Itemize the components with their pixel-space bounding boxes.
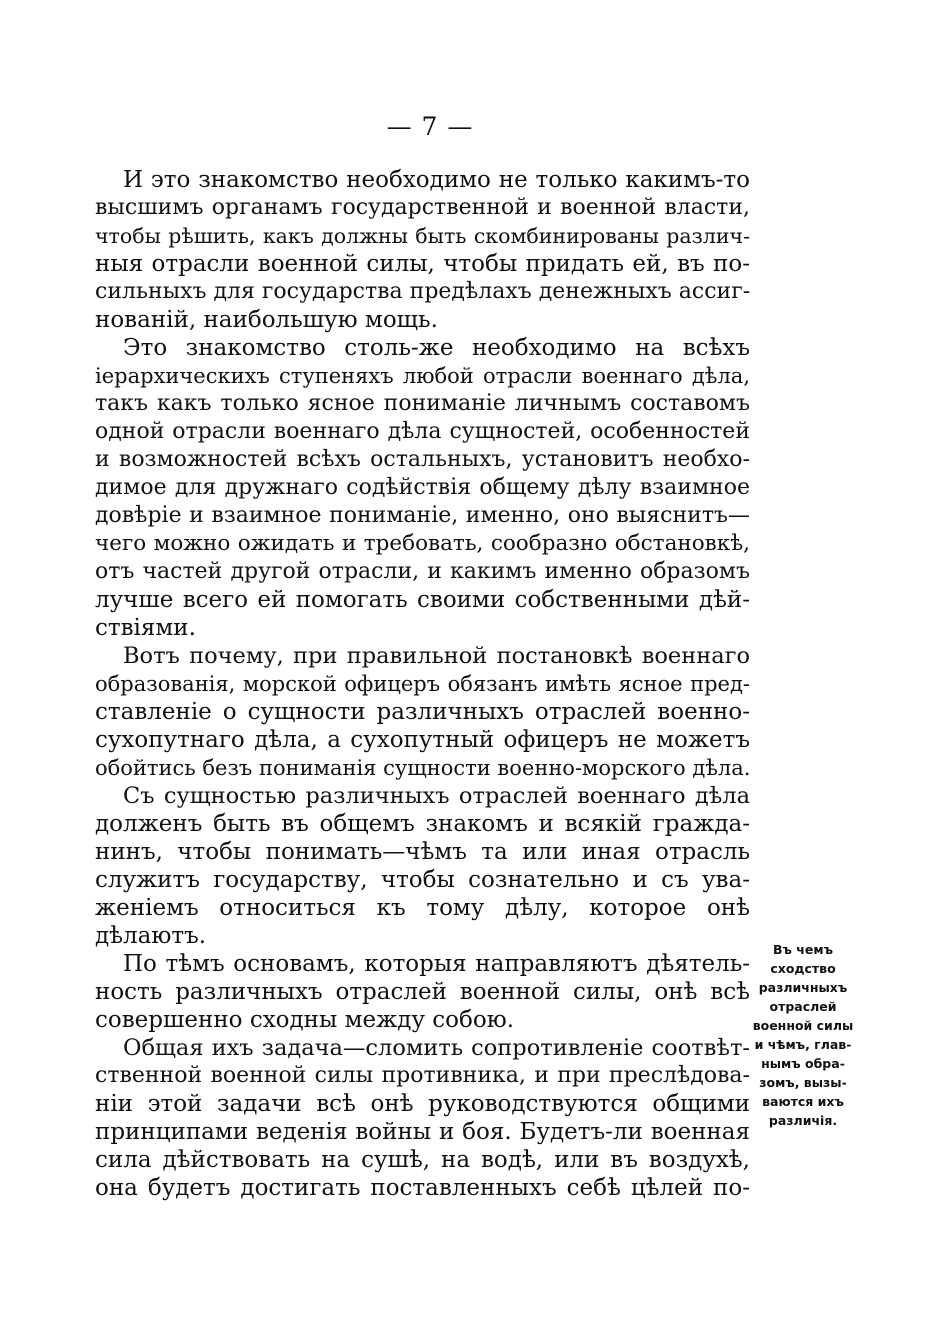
text-line: іерархическихъ ступеняхъ любой отрасли военнаго дѣла, (95, 364, 750, 388)
text-line: обойтись безъ пониманія сущности военно-морского дѣла. (95, 756, 750, 780)
page-number: — 7 — (386, 112, 474, 141)
text-line: чего можно ожидать и требовать, сообразно обстановкѣ, (95, 531, 750, 556)
text-line: ствіями. (95, 615, 196, 641)
margin-note-line: военной силы (752, 1018, 854, 1033)
text-line: ныя отрасли военной силы, чтобы придать ей, въ по- (95, 251, 750, 277)
margin-note-line: нымъ обра- (761, 1056, 845, 1071)
text-line: ственной военной силы противника, и при преслѣдова- (95, 1063, 750, 1088)
text-line: совершенно сходны между собою. (95, 1007, 515, 1033)
text-line: ставленіе о сущности различныхъ отраслей военно- (95, 699, 750, 725)
text-line: женіемъ относиться къ тому дѣлу, которое онѣ (95, 895, 750, 921)
text-line: чтобы рѣшить, какъ должны быть скомбинированы различ- (95, 224, 750, 248)
text-line: лучше всего ей помогать своими собственными дѣй- (95, 587, 750, 613)
text-line: Общая ихъ задача—сломить сопротивленіе соотвѣт- (123, 1035, 750, 1061)
text-line: нинъ, чтобы понимать—чѣмъ та или иная отрасль (95, 839, 750, 865)
text-line: нованій, наибольшую мощь. (95, 307, 438, 333)
margin-note-line: Въ чемъ (773, 942, 833, 957)
text-line: образованія, морской офицеръ обязанъ имѣть ясное пред- (95, 672, 750, 696)
margin-note-line: зомъ, вызы- (759, 1075, 847, 1090)
text-line: служитъ государству, чтобы сознательно и съ ува- (95, 867, 750, 893)
text-line: сильныхъ для государства предѣлахъ денежныхъ ассиг- (95, 279, 750, 304)
margin-note-line: различныхъ (758, 980, 848, 995)
text-line: димое для дружнаго содѣйствія общему дѣлу взаимное (95, 475, 750, 500)
text-line: Съ сущностью различныхъ отраслей военнаго дѣла (123, 783, 750, 809)
text-line: принципами веденія войны и боя. Будетъ-ли военная (95, 1119, 750, 1145)
margin-note-line: отраслей (769, 999, 837, 1014)
text-line: отъ частей другой отрасли, и какимъ именно образомъ (95, 559, 750, 584)
text-line: сила дѣйствовать на сушѣ, на водѣ, или въ воздухѣ, (95, 1147, 750, 1173)
text-line: И это знакомство необходимо не только какимъ-то (123, 167, 750, 193)
text-line: такъ какъ только ясное пониманіе личнымъ составомъ (95, 391, 750, 416)
text-line: сухопутнаго дѣла, а сухопутный офицеръ не можетъ (95, 727, 750, 753)
text-line: Вотъ почему, при правильной постановкѣ военнаго (123, 643, 750, 669)
text-line: По тѣмъ основамъ, которыя направляютъ дѣятель- (123, 951, 750, 977)
margin-note-line: и чѣмъ, глав- (754, 1037, 852, 1052)
text-line: довѣріе и взаимное пониманіе, именно, оно выяснитъ— (95, 503, 750, 528)
text-line: ность различныхъ отраслей военной силы, онѣ всѣ (95, 979, 750, 1005)
text-line: и возможностей всѣхъ остальныхъ, установитъ необхо- (95, 447, 750, 472)
text-line: долженъ быть въ общемъ знакомъ и всякій гражда- (95, 811, 750, 837)
text-line: высшимъ органамъ государственной и военной власти, (95, 195, 750, 220)
margin-note-line: ваются ихъ (762, 1094, 844, 1109)
body-text (95, 166, 750, 1202)
margin-note-line: сходство (770, 961, 836, 976)
text-line: ніи этой задачи всѣ онѣ руководствуются общими (95, 1091, 750, 1117)
text-line: она будетъ достигать поставленныхъ себѣ цѣлей по- (95, 1175, 750, 1201)
text-line: Это знакомство столь-же необходимо на всѣхъ (123, 335, 750, 361)
text-line: дѣлаютъ. (95, 923, 207, 949)
margin-note-line: различія. (768, 1113, 838, 1128)
text-line: одной отрасли военнаго дѣла сущностей, особенностей (95, 419, 750, 444)
margin-note (752, 940, 854, 1130)
